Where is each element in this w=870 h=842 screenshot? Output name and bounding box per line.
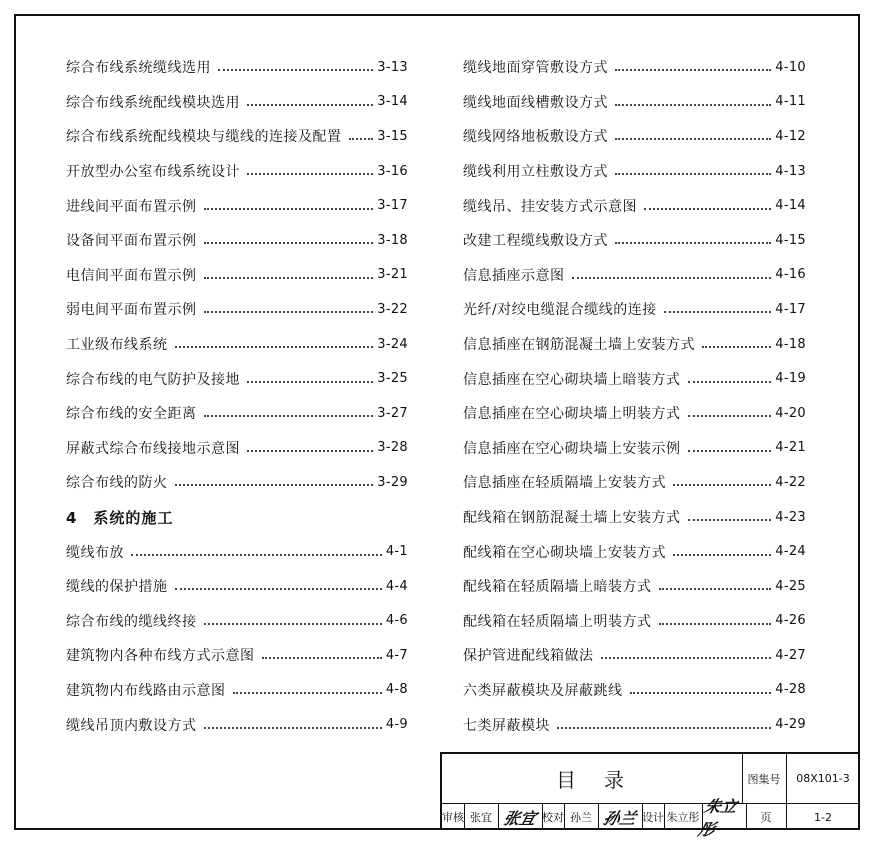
toc-entry: [463, 188, 806, 223]
toc-entry-page: 4-25: [775, 578, 806, 594]
toc-leader-dots: [688, 381, 772, 383]
toc-entry-page: 4-16: [775, 267, 806, 283]
toc-leader-dots: [204, 727, 382, 729]
toc-leader-dots: [688, 415, 772, 417]
toc-entry: [463, 638, 806, 673]
toc-entry-page: 4-11: [775, 94, 806, 110]
toc-leader-dots: [247, 381, 373, 383]
toc-entry: [66, 431, 408, 466]
toc-entry-page: 3-14: [377, 94, 408, 110]
toc-leader-dots: [630, 692, 772, 694]
toc-entry-title: 综合布线的安全距离: [66, 406, 197, 423]
toc-leader-dots: [204, 623, 382, 625]
toc-entry-title: 配线箱在钢筋混凝土墙上安装方式: [463, 510, 681, 527]
toc-entry: [66, 569, 408, 604]
toc-entry-title: 光纤/对绞电缆混合缆线的连接: [463, 302, 657, 319]
toc-entry: [66, 361, 408, 396]
toc-entry-page: 4-10: [775, 59, 806, 75]
toc-entry: [66, 327, 408, 362]
toc-leader-dots: [204, 311, 374, 313]
toc-leader-dots: [204, 277, 374, 279]
title-block-top-row: [442, 754, 860, 804]
toc-entry-title: 设备间平面布置示例: [66, 233, 197, 250]
toc-entry: [463, 361, 806, 396]
checker-signature-text: 孙兰: [601, 808, 639, 828]
toc-entry-title: 进线间平面布置示例: [66, 198, 197, 215]
designer-signature: [696, 797, 746, 839]
toc-entry: [463, 569, 806, 604]
toc-leader-dots: [247, 104, 373, 106]
checker-name: 孙兰: [570, 811, 592, 824]
toc-entry-title: 七类屏蔽模块: [463, 717, 550, 734]
toc-entry-page: 4-1: [385, 544, 408, 560]
design-label: 设计: [642, 811, 664, 824]
toc-entry-page: 4-26: [775, 613, 806, 629]
toc-leader-dots: [175, 346, 374, 348]
toc-leader-dots: [644, 208, 771, 210]
toc-entry-page: 4-29: [775, 717, 806, 733]
toc-entry: [463, 500, 806, 535]
toc-entry-page: 3-15: [377, 128, 408, 144]
toc-entry: [463, 85, 806, 120]
toc-leader-dots: [131, 554, 382, 556]
toc-leader-dots: [702, 346, 771, 348]
toc-entry-page: 3-27: [377, 405, 408, 421]
toc-entry-page: 3-17: [377, 198, 408, 214]
toc-entry: [66, 119, 408, 154]
toc-entry-title: 缆线网络地板敷设方式: [463, 129, 608, 146]
toc-leader-dots: [204, 242, 374, 244]
toc-entry-page: 4-19: [775, 371, 806, 387]
checker-signature: [598, 804, 642, 830]
toc-entry: [66, 396, 408, 431]
toc-entry-title: 电信间平面布置示例: [66, 267, 197, 284]
toc-entry: [66, 292, 408, 327]
toc-entry-title: 建筑物内各种布线方式示意图: [66, 648, 255, 665]
toc-entry-title: 缆线地面穿管敷设方式: [463, 60, 608, 77]
page-number: 1-2: [814, 810, 832, 824]
toc-entry-page: 4-27: [775, 647, 806, 663]
toc-entry-page: 3-25: [377, 371, 408, 387]
toc-entry-page: 4-4: [385, 578, 408, 594]
toc-entry: [463, 707, 806, 742]
toc-entry: [463, 673, 806, 708]
toc-entry-title: 缆线地面线槽敷设方式: [463, 94, 608, 111]
toc-entry-title: 信息插座在空心砌块墙上安装示例: [463, 440, 681, 457]
toc-entry-page: 4-28: [775, 682, 806, 698]
toc-leader-dots: [204, 208, 374, 210]
toc-entry-page: 3-22: [377, 301, 408, 317]
toc-entry-title: 综合布线的电气防护及接地: [66, 371, 240, 388]
toc-section-heading: [66, 500, 408, 535]
toc-entry-title: 综合布线系统缆线选用: [66, 60, 211, 77]
toc-entry: [463, 431, 806, 466]
toc-entry: [66, 258, 408, 293]
toc-leader-dots: [218, 69, 373, 71]
toc-entry: [463, 223, 806, 258]
toc-entry-title: 缆线吊、挂安装方式示意图: [463, 198, 637, 215]
toc-entry: [463, 534, 806, 569]
reviewer-signature-text: 张宜: [501, 808, 539, 828]
toc-leader-dots: [601, 657, 772, 659]
toc-entry: [463, 396, 806, 431]
toc-entry-page: 4-24: [775, 544, 806, 560]
toc-entry-title: 配线箱在轻质隔墙上暗装方式: [463, 579, 652, 596]
page-label: 页: [760, 811, 772, 824]
toc-leader-dots: [673, 484, 771, 486]
toc-entry-title: 信息插座在空心砌块墙上明装方式: [463, 406, 681, 423]
check-label: 校对: [542, 811, 564, 824]
toc-entry-page: 3-16: [377, 163, 408, 179]
toc-entry-page: 4-20: [775, 405, 806, 421]
toc-entry: [463, 327, 806, 362]
toc-entry-title: 信息插座在轻质隔墙上安装方式: [463, 475, 666, 492]
toc-entry-title: 缆线吊顶内敷设方式: [66, 717, 197, 734]
toc-entry-page: 3-28: [377, 440, 408, 456]
toc-leader-dots: [247, 450, 373, 452]
toc-leader-dots: [615, 138, 771, 140]
toc-entry-title: 信息插座在空心砌块墙上暗装方式: [463, 371, 681, 388]
toc-entry: [66, 707, 408, 742]
toc-entry-title: 保护管进配线箱做法: [463, 648, 594, 665]
toc-entry-page: 4-7: [385, 647, 408, 663]
toc-leader-dots: [615, 242, 771, 244]
toc-entry-title: 综合布线系统配线模块选用: [66, 94, 240, 111]
toc-entry: [66, 638, 408, 673]
toc-left-column: [66, 50, 408, 742]
toc-entry-page: 4-9: [385, 717, 408, 733]
toc-entry-page: 3-13: [377, 59, 408, 75]
toc-entry-page: 3-18: [377, 232, 408, 248]
toc-leader-dots: [572, 277, 772, 279]
toc-leader-dots: [615, 69, 771, 71]
toc-entry-title: 信息插座示意图: [463, 267, 565, 284]
toc-leader-dots: [233, 692, 382, 694]
toc-entry-page: 4-22: [775, 474, 806, 490]
toc-entry: [66, 223, 408, 258]
review-label: 审核: [442, 811, 464, 824]
toc-leader-dots: [204, 415, 374, 417]
toc-entry: [66, 154, 408, 189]
toc-leader-dots: [615, 104, 771, 106]
toc-right-column: [463, 50, 806, 742]
toc-leader-dots: [247, 173, 373, 175]
toc-entry-page: 4-23: [775, 509, 806, 525]
toc-entry: [66, 673, 408, 708]
toc-entry: [463, 154, 806, 189]
toc-entry: [66, 534, 408, 569]
toc-entry-title: 改建工程缆线敷设方式: [463, 233, 608, 250]
toc-entry-title: 六类屏蔽模块及屏蔽跳线: [463, 682, 623, 699]
toc-entry-title: 4 系统的施工: [66, 508, 174, 527]
toc-entry-title: 建筑物内布线路由示意图: [66, 682, 226, 699]
toc-entry-title: 缆线布放: [66, 544, 124, 561]
reviewer-signature: [498, 804, 542, 830]
toc-entry: [66, 50, 408, 85]
toc-leader-dots: [262, 657, 382, 659]
toc-entry-page: 4-13: [775, 163, 806, 179]
designer-name: 朱立彤: [666, 811, 700, 824]
toc-leader-dots: [557, 727, 771, 729]
toc-entry: [463, 292, 806, 327]
toc-entry-title: 弱电间平面布置示例: [66, 302, 197, 319]
toc-entry-page: 4-12: [775, 128, 806, 144]
toc-entry-page: 4-15: [775, 232, 806, 248]
toc-leader-dots: [175, 588, 382, 590]
toc-entry-title: 信息插座在钢筋混凝土墙上安装方式: [463, 337, 695, 354]
toc-entry: [463, 258, 806, 293]
toc-leader-dots: [659, 588, 772, 590]
toc-entry: [66, 604, 408, 639]
reviewer-name: 张宜: [470, 811, 492, 824]
title-block: [440, 752, 860, 839]
toc-leader-dots: [673, 554, 771, 556]
toc-entry-page: 4-8: [385, 682, 408, 698]
toc-entry-page: 4-14: [775, 198, 806, 214]
toc-leader-dots: [688, 519, 772, 521]
toc-entry-page: 4-21: [775, 440, 806, 456]
toc-entry-title: 缆线利用立柱敷设方式: [463, 164, 608, 181]
toc-entry: [463, 119, 806, 154]
toc-entry-title: 配线箱在轻质隔墙上明装方式: [463, 613, 652, 630]
toc-entry: [463, 50, 806, 85]
toc-entry-page: 3-29: [377, 474, 408, 490]
toc-entry-title: 综合布线的防火: [66, 475, 168, 492]
toc-leader-dots: [688, 450, 772, 452]
toc-leader-dots: [175, 484, 374, 486]
toc-entry-page: 4-6: [385, 613, 408, 629]
toc-entry-title: 综合布线系统配线模块与缆线的连接及配置: [66, 129, 342, 146]
atlas-number: 08X101-3: [796, 772, 850, 785]
toc-entry-title: 屏蔽式综合布线接地示意图: [66, 440, 240, 457]
toc-entry-page: 4-18: [775, 336, 806, 352]
designer-signature-text: 朱立彤: [696, 797, 740, 839]
toc-leader-dots: [349, 138, 374, 140]
toc-entry: [66, 85, 408, 120]
sheet-title: 目 录: [556, 768, 628, 792]
toc-entry-title: 综合布线的缆线终接: [66, 613, 197, 630]
toc-entry-page: 3-21: [377, 267, 408, 283]
toc-entry-page: 3-24: [377, 336, 408, 352]
toc-entry-title: 工业级布线系统: [66, 337, 168, 354]
toc-leader-dots: [615, 173, 771, 175]
atlas-label: 图集号: [747, 772, 781, 786]
title-block-bottom-row: [442, 797, 860, 839]
toc-entry: [66, 188, 408, 223]
toc-entry: [66, 465, 408, 500]
toc-entry-page: 4-17: [775, 301, 806, 317]
toc-entry-title: 缆线的保护措施: [66, 579, 168, 596]
toc-entry: [463, 465, 806, 500]
toc-entry-title: 开放型办公室布线系统设计: [66, 164, 240, 181]
toc-leader-dots: [664, 311, 772, 313]
toc-entry-title: 配线箱在空心砌块墙上安装方式: [463, 544, 666, 561]
toc-entry: [463, 604, 806, 639]
toc-leader-dots: [659, 623, 772, 625]
